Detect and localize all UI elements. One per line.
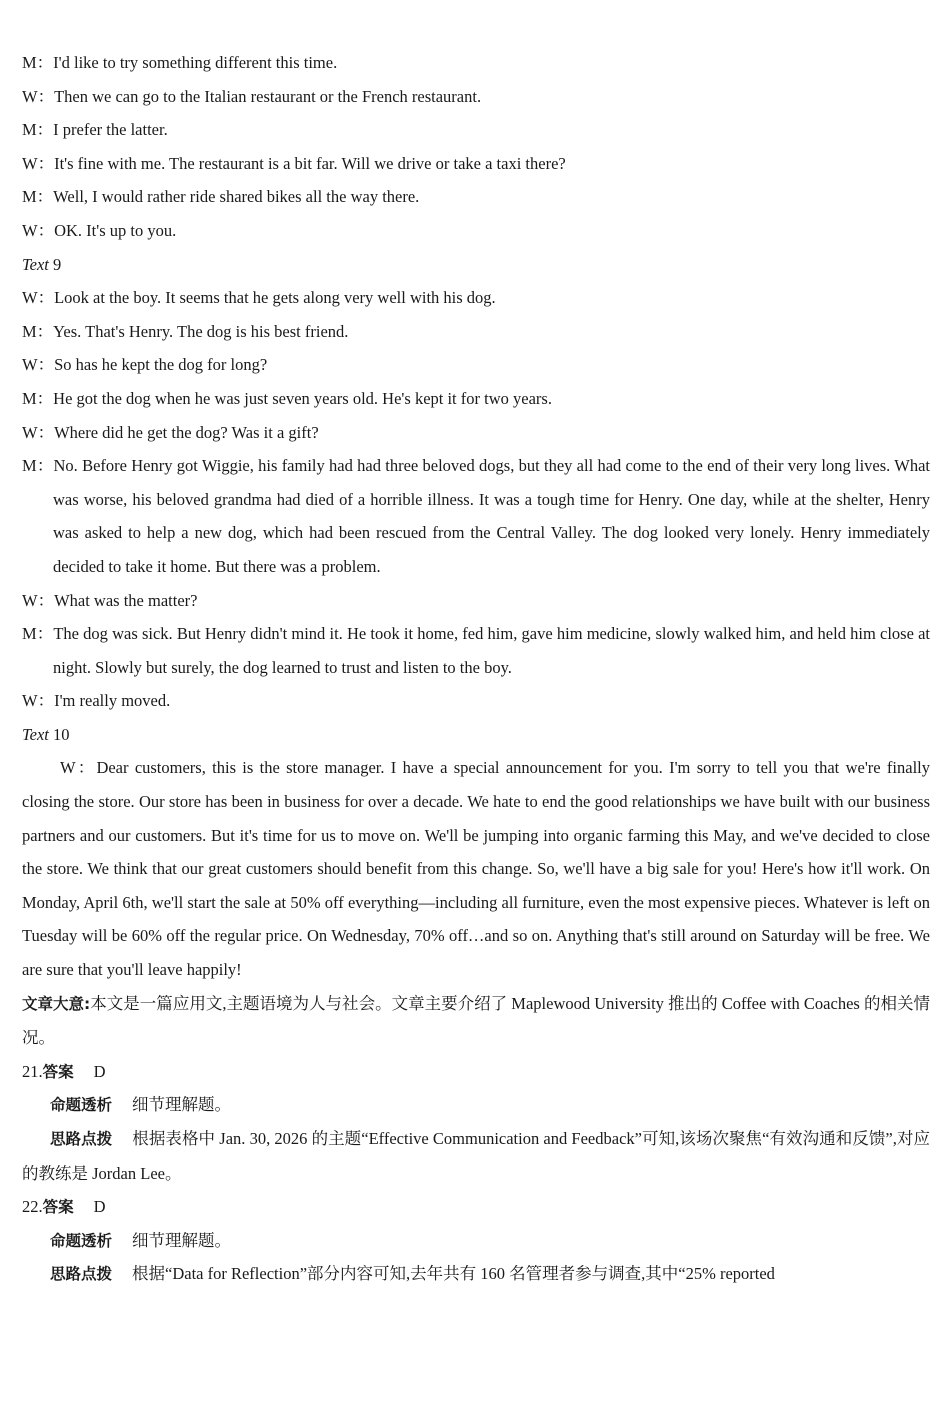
utterance: I'd like to try something different this time. xyxy=(53,53,338,72)
article-summary xyxy=(22,987,930,1055)
question-type: 细节理解题。 xyxy=(132,1230,232,1250)
utterance: No. Before Henry got Wiggie, his family had had three beloved dogs, but they all had come to the end of their very long lives. What was worse, his beloved grandma had died of a horrible illness. It was a tough time for Henry. One day, while at the shelter, Henry was asked to help a new dog, which had been rescued from the Central Valley. The dog looked very lonely. Henry immediately decided to take it home. But there was a problem. xyxy=(53,456,931,576)
dialogue-line xyxy=(22,416,930,450)
text8-dialogue xyxy=(22,46,930,248)
dialogue-line xyxy=(22,147,930,181)
question-type-label: 命题透析 xyxy=(50,1231,113,1250)
question-number: 21. xyxy=(22,1061,43,1081)
answer-value: D xyxy=(93,1197,106,1217)
section-label: Text xyxy=(22,724,49,744)
speaker: W： xyxy=(22,422,55,442)
speaker: M： xyxy=(22,321,54,341)
analysis-text: 根据表格中 Jan. 30, 2026 的主题“Effective Communication and Feedback”可知,该场次聚焦“有效沟通和反馈”,对应的教练是 Jordan Lee。 xyxy=(22,1129,930,1183)
dialogue-line xyxy=(22,584,930,618)
question-type: 细节理解题。 xyxy=(132,1095,232,1115)
utterance: Then we can go to the Italian restaurant or the French restaurant. xyxy=(54,86,482,106)
utterance: Well, I would rather ride shared bikes all the way there. xyxy=(53,187,420,207)
dialogue-line xyxy=(22,113,930,147)
text10-monologue: W：Dear customers, this is the store manager. I have a special announcement for you. I'm sorry to tell you that we're finally closing the store. Our store has been in business for over a decade. We hate to end the good relationships we have built with our business partners and our customers. But it's time for us to move on. We'll be jumping into organic farming this May, and we've decided to close the store. We think that our great customers should benefit from this change. So, we'll have a big sale for you! Here's how it'll work. On Monday, April 6th, we'll start the sale at 50% off everything—including all furniture, even the most expensive pieces. Whatever is left on Tuesday will be 60% off the regular price. On Wednesday, 70% off…and so on. Anything that's still around on Saturday will be free. We are sure that you'll leave happily! xyxy=(22,758,930,980)
speaker: M： xyxy=(22,388,54,408)
section-label: Text xyxy=(22,254,49,274)
question-number: 22. xyxy=(22,1197,43,1217)
analysis-para xyxy=(22,1122,930,1190)
section-number: 10 xyxy=(53,724,70,744)
summary-text: 本文是一篇应用文,主题语境为人与社会。文章主要介绍了 Maplewood University 推出的 Coffee with Coaches 的相关情况。 xyxy=(22,993,930,1048)
question-type-label: 命题透析 xyxy=(50,1096,113,1115)
utterance: Look at the boy. It seems that he gets along very well with his dog. xyxy=(54,288,496,308)
utterance: Yes. That's Henry. The dog is his best friend. xyxy=(53,321,349,341)
answer-line xyxy=(22,1055,930,1089)
speaker: W： xyxy=(22,86,55,106)
question-type-line xyxy=(22,1088,930,1122)
dialogue-line xyxy=(22,46,930,80)
question-21 xyxy=(22,1055,930,1190)
answer-label: 答案 xyxy=(42,1062,74,1081)
text9-dialogue xyxy=(22,281,930,718)
question-22 xyxy=(22,1190,930,1291)
section-number: 9 xyxy=(53,254,62,274)
text10-heading xyxy=(22,718,930,752)
utterance: Where did he get the dog? Was it a gift? xyxy=(54,422,319,442)
answer-label: 答案 xyxy=(42,1198,74,1217)
dialogue-line xyxy=(22,382,930,416)
dialogue-line xyxy=(22,214,930,248)
utterance: I'm really moved. xyxy=(54,691,171,711)
utterance: It's fine with me. The restaurant is a bit far. Will we drive or take a taxi there? xyxy=(54,153,566,173)
speaker: M： xyxy=(22,624,54,644)
speaker: W： xyxy=(22,590,55,610)
dialogue-line xyxy=(22,80,930,114)
dialogue-line xyxy=(22,684,930,718)
analysis-label: 思路点拨 xyxy=(50,1130,113,1148)
speaker: M： xyxy=(22,53,54,72)
speaker: M： xyxy=(22,456,54,476)
analysis-label: 思路点拨 xyxy=(50,1265,113,1284)
utterance: What was the matter? xyxy=(54,590,198,610)
speaker: M： xyxy=(22,120,54,140)
dialogue-line xyxy=(22,180,930,214)
analysis-text: 根据“Data for Reflection”部分内容可知,去年共有 160 名管理者参与调查,其中“25% reported xyxy=(132,1264,775,1284)
utterance: He got the dog when he was just seven years old. He's kept it for two years. xyxy=(53,388,552,408)
question-type-line xyxy=(22,1224,930,1258)
dialogue-paragraph xyxy=(22,449,930,583)
summary-label: 文章大意: xyxy=(22,994,91,1013)
document-page xyxy=(22,52,930,1291)
speaker: W： xyxy=(22,220,55,240)
dialogue-line xyxy=(22,281,930,315)
dialogue-line xyxy=(22,348,930,382)
speaker: W： xyxy=(22,355,55,375)
answer-line xyxy=(22,1190,930,1224)
analysis-para xyxy=(22,1257,930,1291)
speaker: W： xyxy=(22,288,55,308)
text9-heading xyxy=(22,248,930,282)
answer-value: D xyxy=(93,1061,106,1081)
speaker: W： xyxy=(22,691,55,711)
utterance: I prefer the latter. xyxy=(53,120,168,140)
speaker: M： xyxy=(22,187,54,207)
utterance: OK. It's up to you. xyxy=(54,220,177,240)
utterance: The dog was sick. But Henry didn't mind it. He took it home, fed him, gave him medicine, slowly walked him, and held him close at night. Slowly but surely, the dog learned to trust and listen to the boy. xyxy=(53,624,930,677)
dialogue-paragraph xyxy=(22,617,930,684)
utterance: So has he kept the dog for long? xyxy=(54,355,268,375)
dialogue-line xyxy=(22,315,930,349)
speaker: W： xyxy=(22,153,55,173)
